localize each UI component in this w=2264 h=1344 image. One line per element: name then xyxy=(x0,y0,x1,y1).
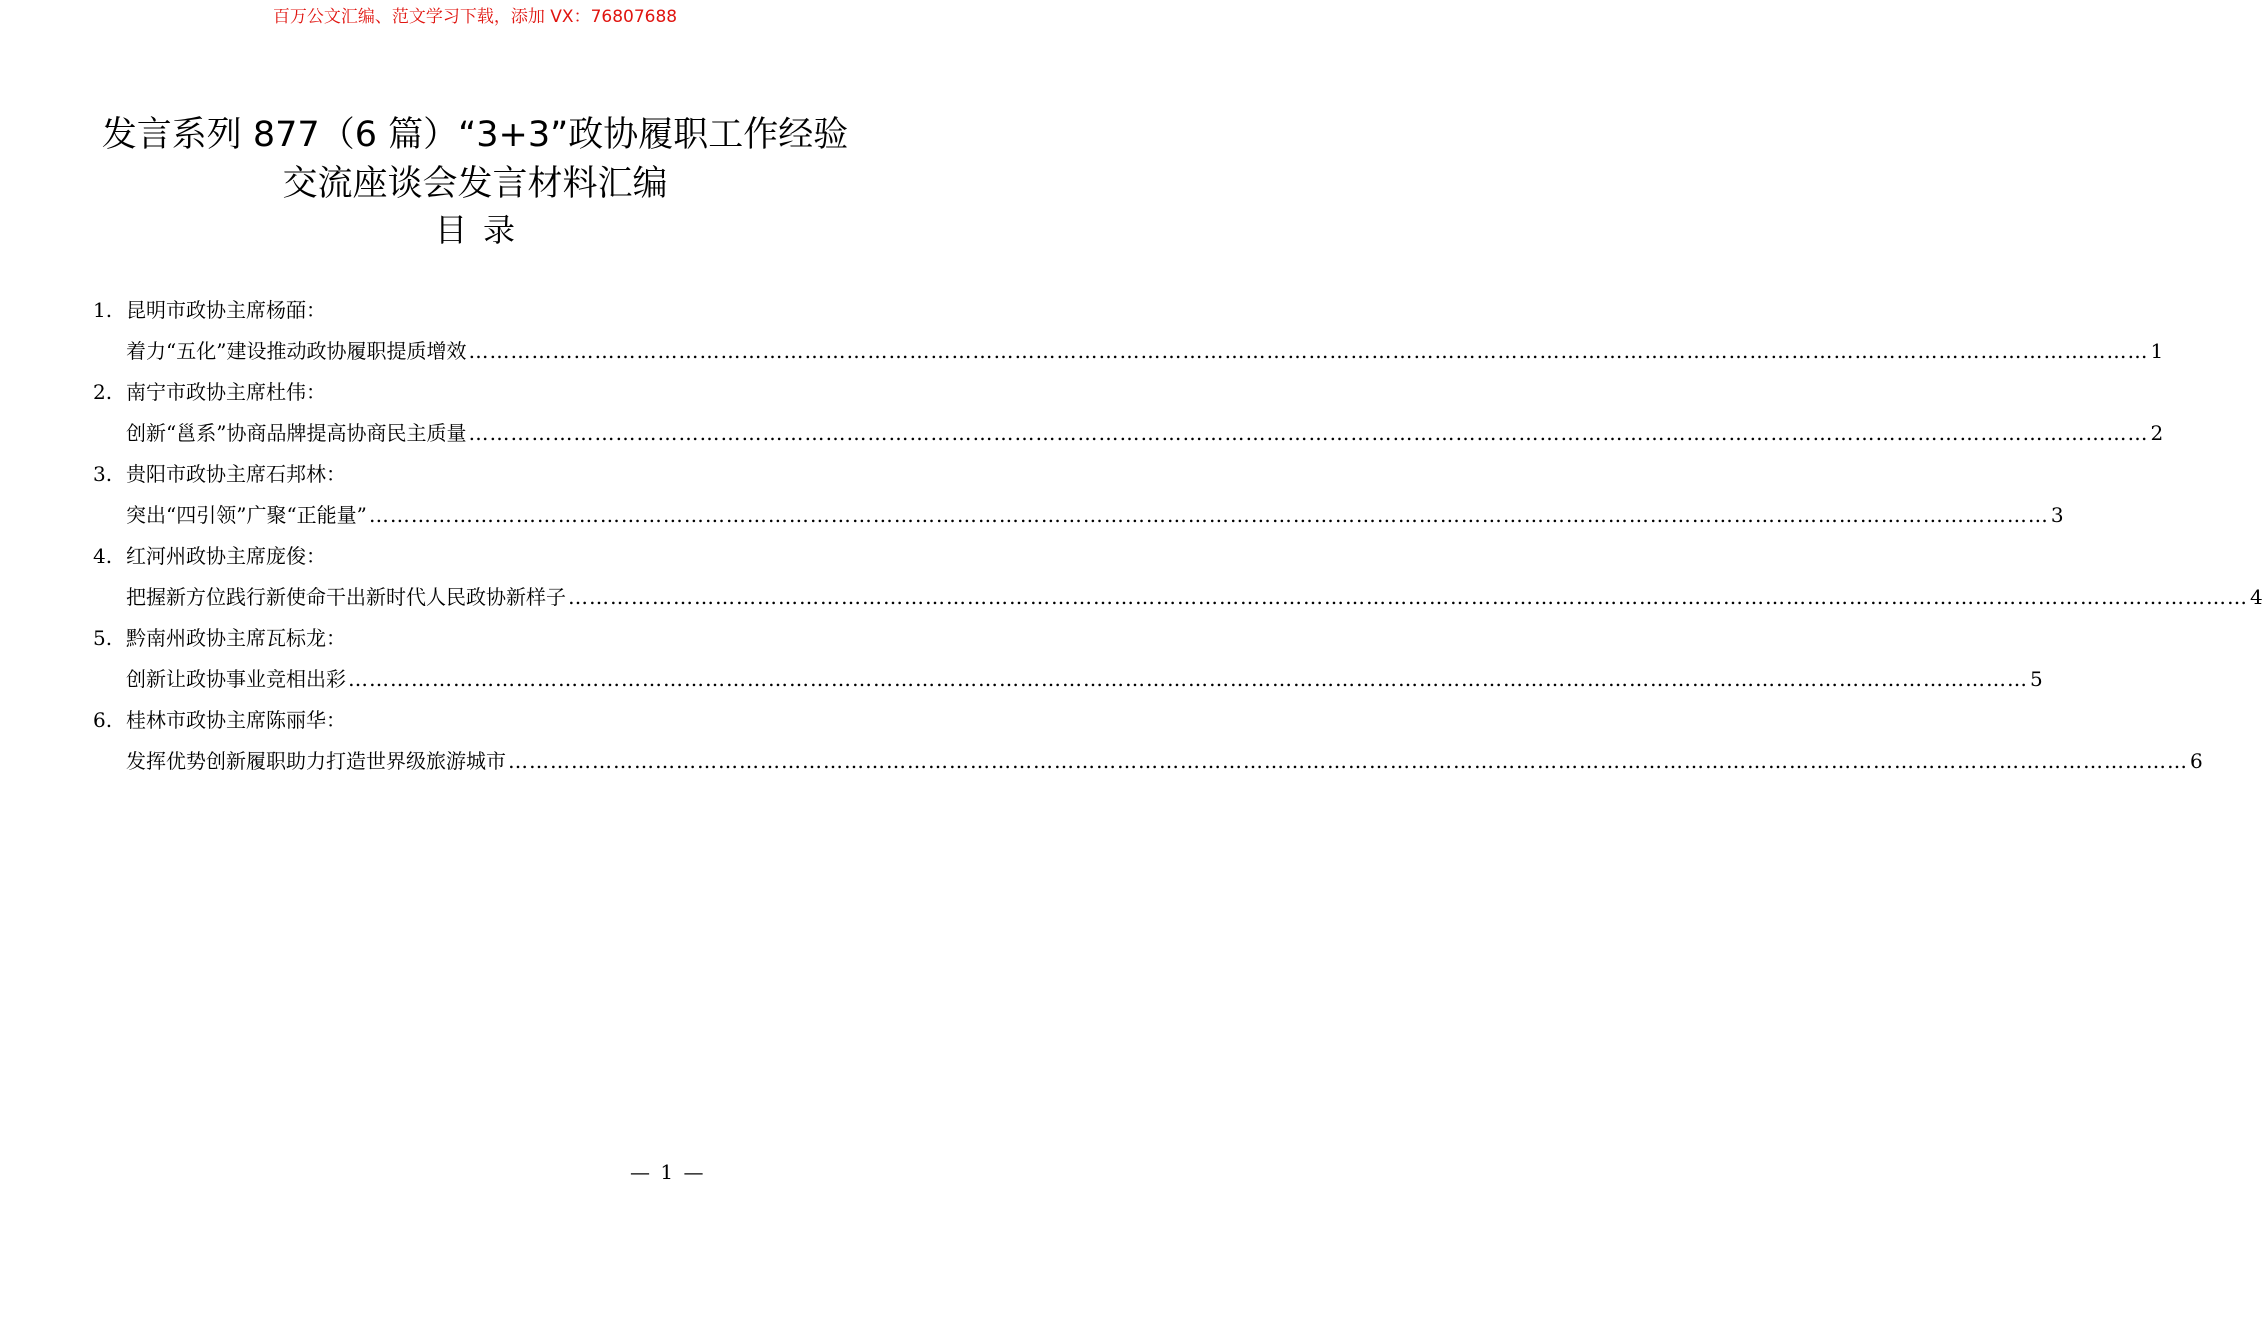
dot-leader: …………………………………………………………………………………………………………………………………………………………………………………………………………………… xyxy=(348,667,2028,691)
dot-leader: …………………………………………………………………………………………………………………………………………………………………………………………………………………… xyxy=(468,339,2149,363)
toc-entry-5 xyxy=(93,618,2043,700)
toc-topic-line[interactable] xyxy=(93,577,2263,618)
toc-page-number: 5 xyxy=(2030,667,2043,691)
toc-number: 1. xyxy=(93,298,113,322)
toc-speaker xyxy=(93,536,863,577)
toc-number: 6. xyxy=(93,708,113,732)
toc-speaker-name: 红河州政协主席庞俊： xyxy=(126,544,326,568)
dot-leader: …………………………………………………………………………………………………………………………………………………………………………………………………………………… xyxy=(468,421,2149,445)
toc-page-number: 4 xyxy=(2250,585,2263,609)
toc-page-number: 6 xyxy=(2190,749,2203,773)
toc-entry-4 xyxy=(93,536,2263,618)
toc-number: 2. xyxy=(93,380,113,404)
toc-number: 4. xyxy=(93,544,113,568)
document-title-line2: 交流座谈会发言材料汇编 xyxy=(282,164,668,204)
dot-leader: …………………………………………………………………………………………………………………………………………………………………………………………………………………… xyxy=(508,749,2188,773)
toc-entry-1 xyxy=(93,290,2164,372)
toc-topic-line[interactable] xyxy=(93,413,2164,454)
toc-topic-line[interactable] xyxy=(93,741,2203,782)
document-title-line1: 发言系列 877（6 篇）“3+3”政协履职工作经验 xyxy=(101,115,849,155)
toc-topic: 把握新方位践行新使命干出新时代人民政协新样子 xyxy=(126,585,566,609)
toc-speaker-name: 贵阳市政协主席石邦林： xyxy=(126,462,346,486)
toc-topic-line[interactable] xyxy=(93,659,2043,700)
toc-topic: 创新让政协事业竞相出彩 xyxy=(126,667,346,691)
toc-page-number: 3 xyxy=(2050,503,2064,527)
toc-topic: 突出“四引领”广聚“正能量” xyxy=(126,503,367,527)
toc-speaker xyxy=(93,454,863,495)
toc-page-number: 1 xyxy=(2150,339,2164,363)
toc-speaker xyxy=(93,700,863,741)
page-number-footer: — 1 — xyxy=(630,1160,706,1184)
toc-entry-3 xyxy=(93,454,2064,536)
toc-page-number: 2 xyxy=(2150,421,2164,445)
toc-topic: 发挥优势创新履职助力打造世界级旅游城市 xyxy=(126,749,506,773)
toc-entry-6 xyxy=(93,700,2203,782)
toc-number: 5. xyxy=(93,626,113,650)
watermark-banner: 百万公文汇编、范文学习下载，添加 VX：76807688 xyxy=(272,7,678,27)
toc-topic-line[interactable] xyxy=(93,495,2064,536)
toc-heading: 目录 xyxy=(434,211,531,249)
toc-speaker xyxy=(93,618,863,659)
toc-entry-2 xyxy=(93,372,2164,454)
dot-leader: …………………………………………………………………………………………………………………………………………………………………………………………………………………… xyxy=(568,585,2248,609)
dot-leader: …………………………………………………………………………………………………………………………………………………………………………………………………………………… xyxy=(368,503,2049,527)
toc-speaker-name: 南宁市政协主席杜伟： xyxy=(126,380,326,404)
toc-speaker xyxy=(93,290,863,331)
toc-speaker-name: 昆明市政协主席杨皕： xyxy=(126,298,326,322)
toc-speaker-name: 黔南州政协主席瓦标龙： xyxy=(126,626,346,650)
table-of-contents xyxy=(93,290,2263,782)
toc-speaker xyxy=(93,372,863,413)
toc-speaker-name: 桂林市政协主席陈丽华： xyxy=(126,708,346,732)
toc-topic: 创新“邕系”协商品牌提高协商民主质量 xyxy=(126,421,467,445)
toc-number: 3. xyxy=(93,462,113,486)
toc-topic-line[interactable] xyxy=(93,331,2164,372)
toc-topic: 着力“五化”建设推动政协履职提质增效 xyxy=(126,339,467,363)
